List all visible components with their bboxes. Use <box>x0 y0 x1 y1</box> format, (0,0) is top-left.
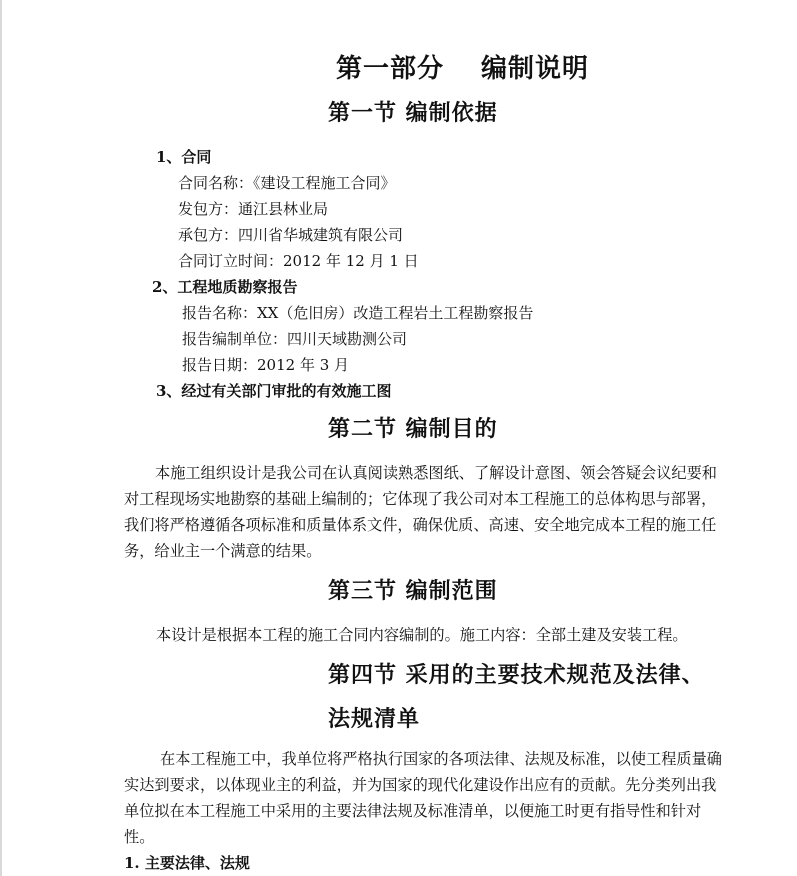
subsection-4-1-label: 1. 主要法律、法规 <box>124 854 250 872</box>
section-2-paragraph: 本施工组织设计是我公司在认真阅读熟悉图纸、了解设计意图、领会答疑会议纪要和对工程现场实地勘察的基础上编制的；它体现了我公司对本工程施工的总体构思与部署，我们将严格遵循各项标准和质量体系文件，确保优质、高速、安全地完成本工程的施工任务，给业主一个满意的结果。 <box>124 464 717 560</box>
item-3-label: 3、经过有关部门审批的有效施工图 <box>156 382 392 400</box>
report-unit-line: 报告编制单位：四川天域勘测公司 <box>182 330 408 348</box>
page-left-edge <box>0 0 2 876</box>
section-4-title-line-1: 第四节 采用的主要技术规范及法律、 <box>328 662 705 688</box>
section-1-title: 第一节 编制依据 <box>328 100 498 126</box>
section-3-title: 第三节 编制范围 <box>328 578 498 604</box>
contract-date-line: 合同订立时间：2012 年 12 月 1 日 <box>178 252 419 270</box>
part-title: 第一部分 编制说明 <box>336 54 590 84</box>
contract-name-line: 合同名称：《建设工程施工合同》 <box>178 174 396 192</box>
section-3-paragraph: 本设计是根据本工程的施工合同内容编制的。施工内容：全部土建及安装工程。 <box>156 626 688 644</box>
section-2-title: 第二节 编制目的 <box>328 416 498 442</box>
report-name-line: 报告名称：XX（危旧房）改造工程岩土工程勘察报告 <box>182 304 534 322</box>
item-2-label: 2、工程地质勘察报告 <box>152 278 298 296</box>
item-1-label: 1、合同 <box>156 148 212 166</box>
contractor-line: 承包方：四川省华城建筑有限公司 <box>178 226 404 244</box>
section-4-paragraph: 在本工程施工中，我单位将严格执行国家的各项法律、法规及标准，以使工程质量确实达到要求，以体现业主的利益，并为国家的现代化建设作出应有的贡献。先分类列出我单位拟在本工程施工中采用的主要法律法规及标准清单，以便施工时更有指导性和针对性。 <box>124 750 722 846</box>
report-date-line: 报告日期：2012 年 3 月 <box>182 356 350 374</box>
section-4-title-line-2: 法规清单 <box>328 706 421 732</box>
client-line: 发包方：通江县林业局 <box>178 200 329 218</box>
